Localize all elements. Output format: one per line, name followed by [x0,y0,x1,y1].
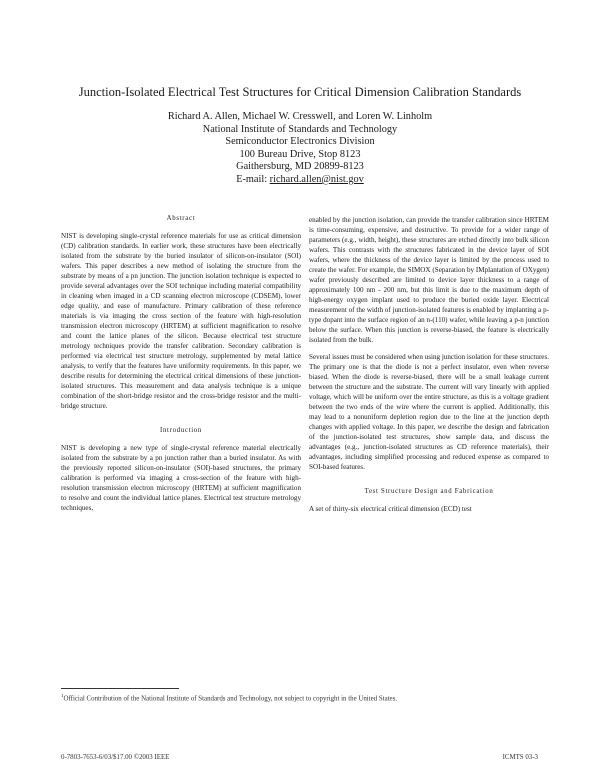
footnote-text: Official Contribution of the National Institute of Standards and Technology, not subject to copyright in the United States. [63,695,398,703]
copyright-line: 0-7803-7653-6/03/$17.00 ©2003 IEEE [61,754,170,761]
email-label: E-mail: [236,173,268,185]
affiliation-line: Semiconductor Electronics Division [225,136,375,148]
conference-label: ICMTS 03-3 [502,754,538,761]
introduction-text: NIST is developing a new type of single-crystal reference material electrically isolated from the substrate by a pn junction rather than a buried insulator. As with the previously reported silicon-on-insulator (SOI)-based structures, the primary calibration is performed via imaging a cross-section of the feature with high-resolution transmission electron microscopy (HRTEM) at sufficient magnification to resolve and count the individual lattice planes. Electrical test structure metrology techniques, [61,444,301,512]
affiliation-line: 100 Bureau Drive, Stop 8123 [239,148,361,160]
affiliation-line: Gaithersburg, MD 20899-8123 [236,161,364,173]
right-column [309,215,549,514]
body-paragraph: A set of thirty-six electrical critical dimension (ECD) test [309,505,472,513]
footnote-marker: 1 [61,694,64,699]
email-link[interactable]: richard.allen@nist.gov [269,173,364,185]
author-block [0,111,600,187]
left-column [61,214,301,513]
footnote [61,692,541,704]
body-paragraph: enabled by the junction isolation, can provide the transfer calibration since HRTEM is time-consuming, expensive, and destructive. To provide for a wider range of parameters (e.g., width, height), these structures are etched directly into bulk silicon wafers. This contrasts with the structures fabricated in the device layer of SOI wafers, where the thickness of the device layer is limited by the process used to create the wafer. For example, the SIMOX (Separation by IMplantation of OXygen) wafer previously described are limited to device layer thickness to a range of approximately 100 nm - 200 nm, but this limit is due to the maximum depth of high-energy oxygen implant used to produce the buried oxide layer. Electrical measurement of the width of junction-isolated features is enabled by implanting a p-type dopant into the surface region of an n-(110) wafer, while leaving a p-n junction below the surface. When this junction is reverse-biased, the feature is electrically isolated from the bulk. [309,216,549,344]
abstract-heading: Abstract [166,215,196,222]
section-heading: Test Structure Design and Fabrication [364,488,494,495]
body-paragraph: Several issues must be considered when using junction isolation for these structures. The primary one is that the diode is not a perfect insulator, even when reverse biased. When the diode is reverse-biased, there will be a small leakage current between the structure and the substrate. The current will vary linearly with applied voltage, which will be uniform over the entire structure, as this is a voltage gradient between the two ends of the wire where the current is applied. Additionally, this may lead to a nonuniform depletion region due to the line at the junction depth changes with applied voltage. In this paper, we describe the design and fabrication of the junction-isolated test structures, show sample data, and discuss the advantages (e.g., junction-isolated structures as CD reference materials), their advantages, including simplified processing and reduced expense as compared to SOI-based features. [309,353,549,471]
paper-title: Junction-Isolated Electrical Test Structures for Critical Dimension Calibration Standards [78,85,522,99]
affiliation-line: National Institute of Standards and Technology [202,123,398,135]
introduction-heading: Introduction [160,427,202,434]
author-names: Richard A. Allen, Michael W. Cresswell, and Loren W. Linholm [167,111,433,122]
footnote-divider [61,688,179,689]
email-line [0,174,600,187]
abstract-text: NIST is developing single-crystal reference materials for use as critical dimension (CD) calibration standards. In earlier work, these structures have been electrically isolated from the substrate by the buried insulator of silicon-on-insulator (SOI) wafers. This paper describes a new method of isolating the structure from the substrate by means of a pn junction. The junction isolation technique is expected to provide several advantages over the SOI technique including material compatibility in cleaning when imaged in a CD scanning electron microscope (CDSEM), lower edge quality, and ease of manufacture. Primary calibration of these reference materials is via imaging the cross section of the feature with high-resolution transmission electron microscopy (HRTEM) at sufficient magnification to resolve and count the lattice planes of the silicon. Because electrical test structure metrology techniques provide the transfer calibration. Secondary calibration is performed via electrical test structure metrology, supplemented by metal lattice analysis, to verify that the features have uniformity requirements. In this paper, we describe results for determining the electrical critical dimensions of these junction-isolated structures. This measurement and data analysis technique is a unique combination of the short-bridge resistor and the cross-bridge resistor and the multi-bridge structure. [61,232,301,410]
